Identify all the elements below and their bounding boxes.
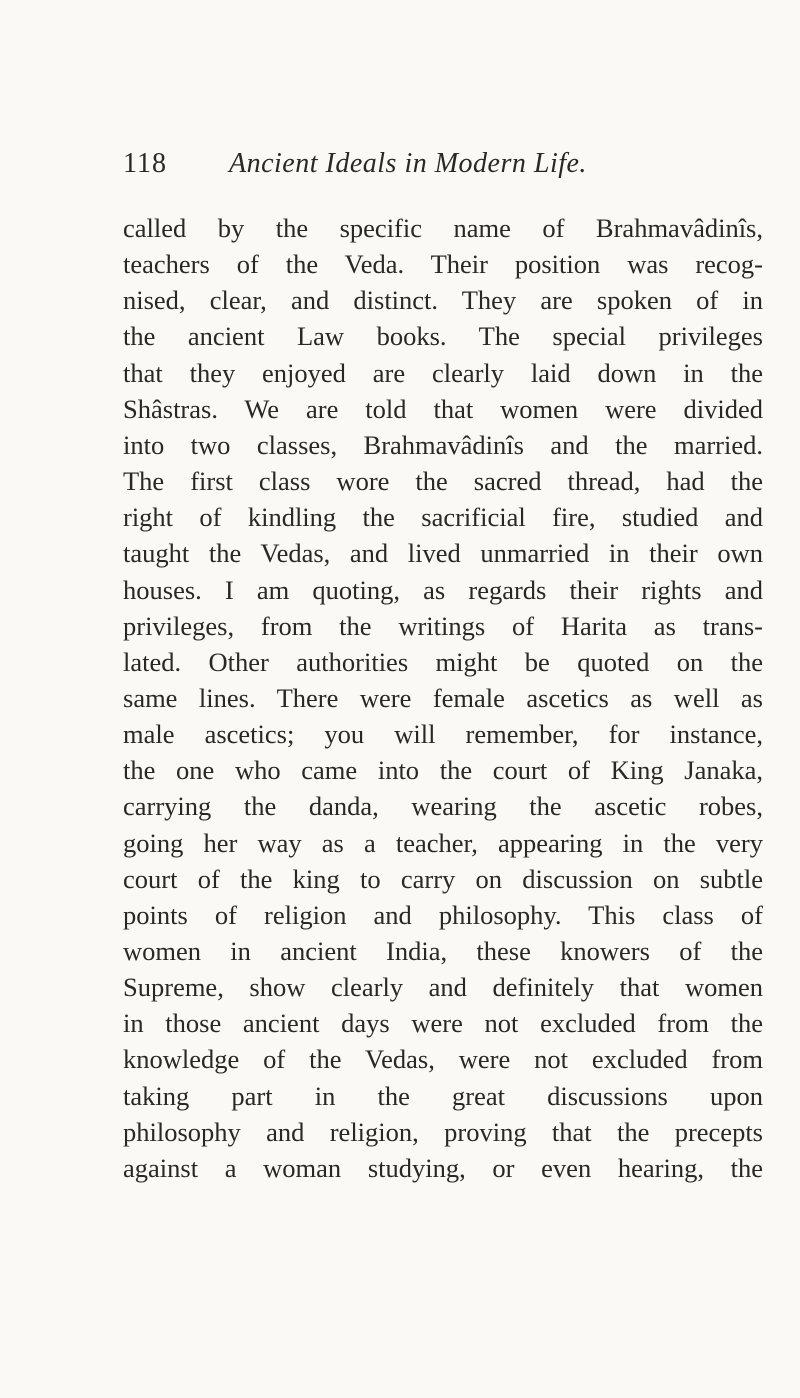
text-line: in those ancient days were not excluded from the	[123, 1008, 763, 1039]
text-line: nised, clear, and distinct. They are spoken of in	[123, 285, 763, 316]
text-line: privileges, from the writings of Harita as trans-	[123, 610, 763, 641]
text-line: philosophy and religion, proving that the precepts	[123, 1116, 763, 1147]
text-line: male ascetics; you will remember, for instance,	[123, 719, 763, 750]
text-line: The first class wore the sacred thread, had the	[123, 466, 763, 497]
text-line: taking part in the great discussions upon	[123, 1080, 763, 1111]
text-line: that they enjoyed are clearly laid down in the	[123, 357, 763, 388]
running-head	[123, 144, 763, 184]
text-line: Shâstras. We are told that women were divided	[123, 393, 763, 424]
text-line: knowledge of the Vedas, were not excluded from	[123, 1044, 763, 1075]
running-title: Ancient Ideals in Modern Life.	[229, 148, 587, 179]
text-line: lated. Other authorities might be quoted on the	[123, 646, 763, 677]
text-line: women in ancient India, these knowers of the	[123, 936, 763, 966]
page-number: 118	[123, 148, 167, 179]
text-line: taught the Vedas, and lived unmarried in their own	[123, 538, 763, 569]
text-line: carrying the danda, wearing the ascetic robes,	[123, 791, 763, 822]
text-line: teachers of the Veda. Their position was recog-	[123, 249, 763, 280]
text-line: the ancient Law books. The special privileges	[123, 321, 763, 352]
text-line: houses. I am quoting, as regards their rights and	[123, 574, 763, 605]
text-line: into two classes, Brahmavâdinîs and the married.	[123, 429, 763, 460]
text-line: Supreme, show clearly and definitely that women	[123, 972, 763, 1003]
text-line: called by the specific name of Brahmavâdinîs,	[123, 213, 763, 243]
text-line: right of kindling the sacrificial fire, studied and	[123, 502, 763, 533]
text-line: court of the king to carry on discussion on subtle	[123, 863, 763, 894]
text-line: same lines. There were female ascetics as well as	[123, 682, 763, 713]
text-line: points of religion and philosophy. This class of	[123, 899, 763, 930]
text-line: going her way as a teacher, appearing in the very	[123, 827, 763, 858]
text-line: the one who came into the court of King Janaka,	[123, 755, 763, 786]
text-line: against a woman studying, or even hearing, the	[123, 1152, 763, 1183]
